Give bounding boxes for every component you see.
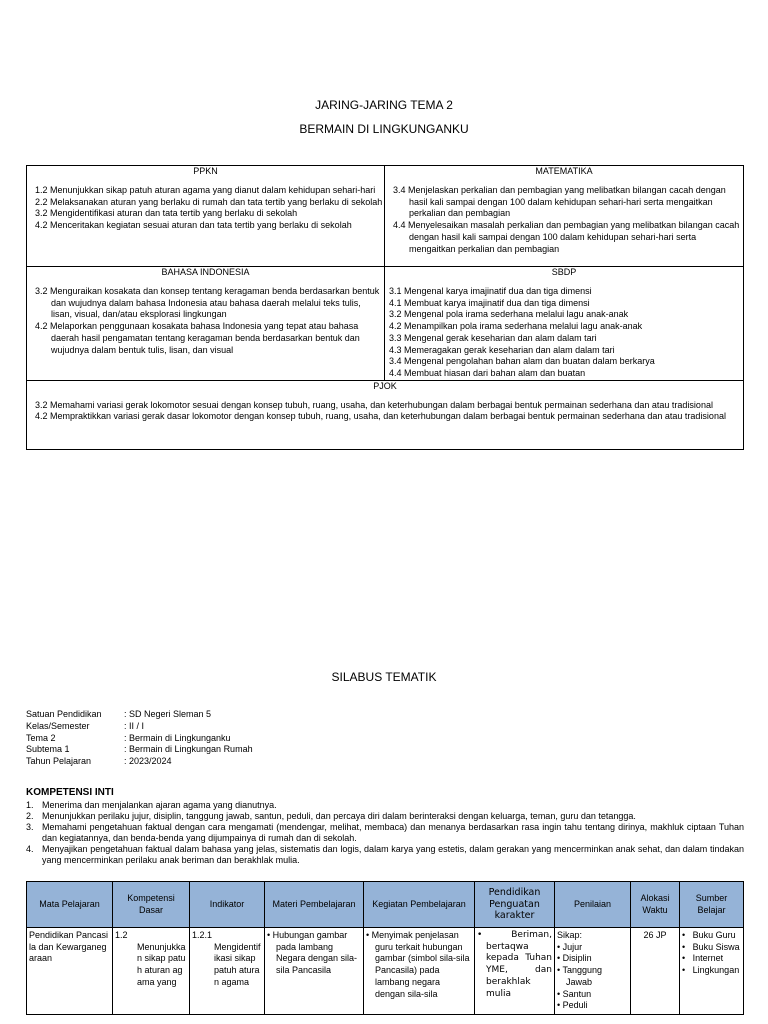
list-item: 3.3 Mengenal gerak keseharian dan alam dalam tari — [389, 332, 597, 343]
cell-materi — [265, 928, 364, 1015]
list-item: 4.2 Menceritakan kegiatan sesuai aturan dan tata tertib yang berlaku di sekolah — [35, 220, 352, 231]
header-alokasi: Alokasi Waktu — [631, 882, 680, 928]
list-item — [682, 942, 741, 954]
ppkn-list — [27, 185, 384, 232]
cell-karakter — [475, 928, 555, 1015]
info-key: Subtema 1 — [26, 744, 70, 755]
materi-text: Hubungan gambar pada lambang Negara dengan sila-sila Pancasila — [272, 930, 358, 976]
list-item — [26, 811, 744, 822]
penilaian-item: Jujur — [562, 941, 583, 952]
cell-alokasi: 26 JP — [631, 928, 680, 1015]
bullet-icon: • — [682, 965, 693, 976]
info-value: : Bermain di Lingkunganku — [124, 732, 231, 743]
cell-penilaian — [555, 928, 631, 1015]
sumber-item: Internet — [692, 953, 724, 964]
header-mata-pelajaran: Mata Pelajaran — [27, 882, 113, 928]
bullet-icon: • — [682, 930, 693, 940]
header-kegiatan: Kegiatan Pembelajaran — [364, 882, 475, 928]
ki-num: 2. — [26, 811, 34, 821]
list-item: 2.2 Melaksanakan aturan yang berlaku di rumah dan tata tertib yang berlaku di sekolah — [35, 196, 383, 207]
jaring-table — [26, 165, 744, 450]
list-item: 4.4 Membuat hiasan dari bahan alam dan buatan — [389, 367, 586, 378]
info-key: Satuan Pendidikan — [26, 709, 102, 719]
list-item — [682, 930, 741, 942]
sbdp-list — [385, 286, 743, 380]
list-item — [557, 1000, 628, 1012]
silabus-info — [26, 709, 253, 768]
bahasa-list — [27, 286, 384, 356]
list-item — [366, 930, 472, 1000]
ki-heading: KOMPETENSI INTI — [26, 787, 114, 798]
sbdp-cell — [385, 267, 744, 381]
list-item: 3.1 Mengenal karya imajinatif dua dan tiga dimensi — [389, 286, 592, 296]
sumber-item: Buku Guru — [692, 930, 736, 940]
ki-text: Memahami pengetahuan faktual dengan cara mengamati (mendengar, melihat, membaca) dan menanya berdasarkan rasa ingin tahu tentang dirinya, makhluk ciptaan Tuhan dan kegiatannya, dan benda-benda yang dijumpainya di rumah dan di sekolah. — [42, 822, 744, 843]
header-kompetensi-dasar: Kompetensi Dasar — [113, 882, 190, 928]
sumber-item: Lingkungan — [692, 965, 740, 976]
list-item: 1.2 Menunjukkan sikap patuh aturan agama yang dianut dalam kehidupan sehari-hari — [35, 185, 376, 195]
list-item: 4.4 Menyelesaikan masalah perkalian dan pembagian yang melibatkan bilangan cacah dengan hasil kali sampai dengan 100 dalam kehidupan sehari-hari serta mengaitkan perkalian dan pembagian — [393, 220, 740, 254]
pjok-heading: PJOK — [373, 380, 397, 391]
info-key: Kelas/Semester — [26, 720, 90, 731]
info-value: : Bermain di Lingkungan Rumah — [124, 744, 253, 755]
info-row — [26, 744, 253, 756]
pjok-cell — [27, 380, 744, 449]
sumber-item: Buku Siswa — [692, 941, 740, 952]
list-item: 4.1 Membuat karya imajinatif dua dan tiga dimensi — [389, 297, 590, 308]
header-materi: Materi Pembelajaran — [265, 882, 364, 928]
penilaian-item: Tanggung Jawab — [562, 965, 603, 987]
list-item — [682, 965, 741, 977]
page-title: JARING-JARING TEMA 2 — [315, 98, 453, 112]
info-value: : 2023/2024 — [124, 756, 172, 767]
kd-text: Menunjukkan sikap patuh aturan agama yang — [137, 941, 186, 987]
list-item — [477, 930, 552, 1000]
list-item — [557, 965, 628, 988]
bullet-icon: • — [477, 930, 512, 940]
list-item: 3.2 Mengidentifikasi aturan dan tata tertib yang berlaku di sekolah — [35, 208, 298, 219]
karakter-text: Beriman, bertaqwa kepada Tuhan YME, dan berakhlak mulia — [486, 930, 552, 999]
bullet-icon: • — [366, 930, 372, 940]
info-key: Tahun Pelajaran — [26, 756, 92, 767]
list-item: 3.4 Menjelaskan perkalian dan pembagian yang melibatkan bilangan cacah dengan hasil kali sampai dengan 100 dalam kehidupan sehari-hari serta mengaitkan perkalian dan pembagian — [393, 185, 726, 219]
penilaian-item: Disiplin — [562, 953, 592, 964]
list-item: 4.2 Melaporkan penggunaan kosakata bahasa Indonesia yang tepat atau bahasa daerah hasil pengamatan tentang keragaman benda berdasarkan bentuk dan wujudnya dalam bentuk tulis, lisan, dan visual — [35, 321, 360, 355]
karakter-list — [477, 930, 552, 1000]
list-item — [557, 953, 628, 965]
matematika-heading: MATEMATIKA — [535, 166, 593, 176]
info-row — [26, 733, 253, 745]
sbdp-heading: SBDP — [551, 267, 577, 277]
header-sumber: Sumber Belajar — [680, 882, 744, 928]
info-key: Tema 2 — [26, 732, 56, 743]
header-penilaian: Penilaian — [555, 882, 631, 928]
page-subtitle: BERMAIN DI LINGKUNGANKU — [299, 122, 469, 136]
penilaian-item: Santun — [562, 988, 592, 999]
header-karakter: Pendidikan Penguatan karakter — [475, 882, 555, 928]
list-item: 3.2 Mengenal pola irama sederhana melalui lagu anak-anak — [389, 309, 629, 320]
sumber-list — [682, 930, 741, 977]
bullet-icon: • — [682, 953, 693, 964]
list-item: 3.2 Memahami variasi gerak lokomotor sesuai dengan konsep tubuh, ruang, usaha, dan keterhubungan dalam berbagai bentuk permainan sederhana dan atau tradisional — [35, 399, 713, 410]
header-indikator: Indikator — [190, 882, 265, 928]
list-item: 3.4 Mengenal pengolahan bahan alam dan buatan dalam berkarya — [389, 356, 655, 367]
list-item — [557, 989, 628, 1001]
bullet-icon: • — [557, 1000, 563, 1011]
bullet-icon: • — [557, 941, 563, 952]
info-row — [26, 709, 253, 721]
table-row — [27, 928, 744, 1015]
list-item — [26, 844, 744, 866]
ki-text: Menerima dan menjalankan ajaran agama yang dianutnya. — [42, 800, 277, 810]
cell-kegiatan — [364, 928, 475, 1015]
ki-num: 4. — [26, 844, 34, 854]
cell-mapel: Pendidikan Pancasila dan Kewarganegaraan — [27, 928, 113, 1015]
silabus-table — [26, 881, 744, 1015]
pjok-list — [27, 400, 743, 423]
ppkn-cell — [27, 166, 385, 267]
cell-kd — [113, 928, 190, 1015]
bullet-icon: • — [557, 988, 563, 999]
list-item: 4.3 Memeragakan gerak keseharian dan alam dalam tari — [389, 344, 615, 355]
ki-text: Menunjukkan perilaku jujur, disiplin, tanggung jawab, santun, peduli, dan percaya diri dalam berinteraksi dengan keluarga, teman, guru dan tetangga. — [42, 811, 636, 821]
list-item — [557, 942, 628, 954]
ki-num: 1. — [26, 800, 34, 810]
info-value: : II / I — [124, 720, 145, 731]
ppkn-heading: PPKN — [193, 166, 218, 176]
list-item — [682, 953, 741, 965]
kegiatan-list — [366, 930, 472, 1000]
kegiatan-text: Menyimak penjelasan guru terkait hubungan gambar (simbol sila-sila Pancasila) pada lambang negara dengan sila-sila — [371, 930, 470, 999]
list-item: 4.2 Mempraktikkan variasi gerak dasar lokomotor dengan konsep tubuh, ruang, usaha, dan keterhubungan dalam berbagai bentuk permainan sederhana dan atau tradisional — [35, 411, 726, 422]
indikator-number: 1.2.1 — [192, 930, 213, 940]
bullet-icon: • — [557, 953, 563, 964]
bullet-icon: • — [267, 930, 273, 940]
list-item: 4.2 Menampilkan pola irama sederhana melalui lagu anak-anak — [389, 321, 643, 332]
penilaian-item: Peduli — [562, 1000, 588, 1011]
info-value: : SD Negeri Sleman 5 — [124, 709, 212, 719]
info-row — [26, 756, 253, 768]
cell-sumber — [680, 928, 744, 1015]
ki-text: Menyajikan pengetahuan faktual dalam bahasa yang jelas, sistematis dan logis, dalam karya yang estetis, dalam gerakan yang mencerminkan anak sehat, dan dalam tindakan yang mencerminkan perilaku anak beriman dan berakhlak mulia. — [42, 844, 744, 865]
matematika-cell — [385, 166, 744, 267]
info-row — [26, 721, 253, 733]
cell-indikator — [190, 928, 265, 1015]
bullet-icon: • — [557, 965, 563, 976]
bahasa-cell — [27, 267, 385, 381]
indikator-text: Mengidentifikasi sikap patuh aturan agama — [214, 941, 261, 987]
list-item — [26, 822, 744, 844]
penilaian-label: Sikap: — [557, 930, 583, 940]
kd-number: 1.2 — [115, 930, 128, 940]
ki-list — [26, 800, 744, 866]
penilaian-list — [557, 942, 628, 1012]
list-item: 3.2 Menguraikan kosakata dan konsep tentang keragaman benda berdasarkan bentuk dan wujudnya dalam bahasa Indonesia atau bahasa daerah melalui teks tulis, lisan, visual, dan/atau eksplorasi lingkungan — [35, 286, 380, 320]
matematika-list — [385, 185, 743, 255]
bullet-icon: • — [682, 941, 693, 952]
materi-list — [267, 930, 361, 977]
bahasa-heading: BAHASA INDONESIA — [161, 267, 250, 277]
ki-num: 3. — [26, 822, 34, 832]
list-item — [267, 930, 361, 977]
list-item — [26, 800, 744, 811]
silabus-title: SILABUS TEMATIK — [331, 670, 437, 684]
